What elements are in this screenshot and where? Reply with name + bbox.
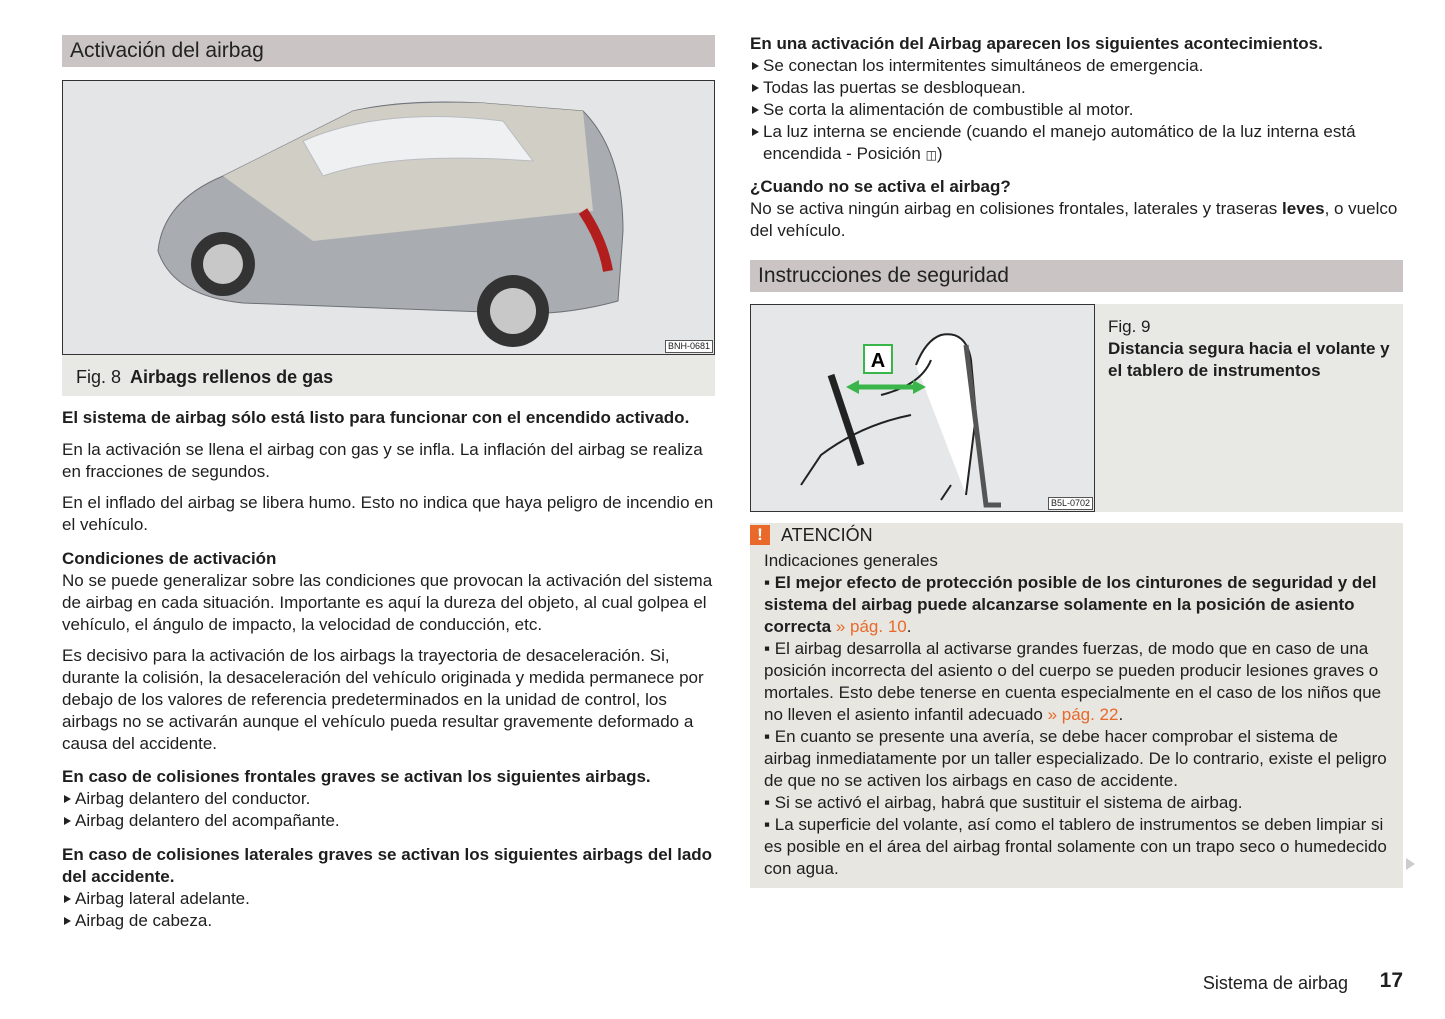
- subheading: ¿Cuando no se activa el airbag?: [750, 177, 1011, 196]
- page-link[interactable]: » pág. 22: [1047, 705, 1119, 724]
- figure-title: Airbags rellenos de gas: [130, 367, 334, 387]
- next-page-arrow-icon[interactable]: [1406, 858, 1415, 870]
- figure-code: BNH-0681: [665, 340, 713, 353]
- paragraph: En el inflado del airbag se libera humo. Esto no indica que haya peligro de incendio en el vehículo.: [62, 493, 714, 534]
- list-item: Airbag lateral adelante.: [62, 888, 715, 910]
- list-item: [750, 121, 1403, 166]
- bold-text: leves: [1282, 199, 1325, 218]
- frontal-airbags: [62, 766, 715, 832]
- warning-subtitle: Indicaciones generales: [764, 551, 938, 570]
- subheading: Condiciones de activación: [62, 549, 277, 568]
- figure-9-caption: [1095, 304, 1403, 512]
- text: , o vuelco del vehículo.: [750, 199, 1398, 240]
- list-item: Airbag de cabeza.: [62, 910, 715, 932]
- section-title-safety: Instrucciones de seguridad: [750, 260, 1403, 292]
- figure-label: Fig. 8: [76, 367, 122, 387]
- list-item: Todas las puertas se desbloquean.: [750, 77, 1403, 99]
- text: No se activa ningún airbag en colisiones frontales, laterales y traseras: [750, 199, 1283, 218]
- section-title-airbag-activation: Activación del airbag: [62, 35, 715, 67]
- figure-8-caption: [62, 355, 715, 396]
- list-item: Se corta la alimentación de combustible al motor.: [750, 99, 1403, 121]
- warning-item: ▪ La superficie del volante, así como el tablero de instrumentos se deben limpiar si es posible en el área del airbag frontal solamente con un trapo seco o humedecido con agua.: [764, 815, 1387, 878]
- figure-8: [62, 80, 715, 355]
- warning-box: [750, 523, 1403, 888]
- no-activation: [750, 176, 1403, 242]
- warning-item: ▪ En cuanto se presente una avería, se debe hacer comprobar el sistema de airbag inmediatamente por un taller especializado. De lo contrario, existe el peligro de que no se activen los airbags en caso de accidente.: [764, 727, 1387, 790]
- paragraph: [750, 198, 1403, 242]
- figure-code: B5L-0702: [1048, 497, 1093, 510]
- paragraph: No se puede generalizar sobre las condiciones que provocan la activación del sistema de airbag en cada situación. Importante es aquí la dureza del objeto, al cual golpea el vehículo, el ángulo de impacto, la velocidad de conducción, etc.: [62, 571, 713, 634]
- paragraph: En la activación se llena el airbag con gas y se infla. La inflación del airbag se realiza en fracciones de segundos.: [62, 440, 703, 481]
- warning-item: ▪ Si se activó el airbag, habrá que sustituir el sistema de airbag.: [764, 793, 1243, 812]
- driver-distance-illustration: [751, 305, 1094, 511]
- figure-title: Distancia segura hacia el volante y el tablero de instrumentos: [1108, 339, 1390, 380]
- warning-icon: !: [750, 525, 770, 545]
- text: ▪ El mejor efecto de protección posible de los cinturones de seguridad y del sistema del airbag puede alcanzarse solamente en la posición de asiento correcta: [764, 573, 1377, 636]
- warning-item: [764, 572, 1389, 638]
- warning-item: [764, 638, 1389, 726]
- list-item: Se conectan los intermitentes simultáneos de emergencia.: [750, 55, 1403, 77]
- activation-events: [750, 33, 1403, 166]
- list-item: Airbag delantero del acompañante.: [62, 810, 715, 832]
- footer-section: Sistema de airbag: [1202, 973, 1348, 993]
- lateral-airbags: [62, 844, 715, 932]
- figure-label: Fig. 9: [1108, 317, 1151, 336]
- marker-a: A: [870, 350, 886, 372]
- text: .: [1118, 705, 1124, 724]
- warning-title: ATENCIÓN: [781, 525, 873, 545]
- lead-text: El sistema de airbag sólo está listo para funcionar con el encendido activado.: [62, 408, 690, 427]
- text: .: [906, 617, 912, 636]
- warning-content: [764, 550, 1389, 880]
- paragraph: Es decisivo para la activación de los airbags la trayectoria de desaceleración. Si, durante la colisión, la desaceleración del vehículo originada y medida permanece por debajo de los valores de referencia predeterminados en la unidad de control, los airbags no se activarán aunque el vehículo pueda resultar gravemente deformado a causa del accidente.: [62, 646, 704, 753]
- figure-9: [750, 304, 1095, 512]
- list-item: Airbag delantero del conductor.: [62, 788, 715, 810]
- page-link[interactable]: » pág. 10: [835, 617, 907, 636]
- text: ▪ El airbag desarrolla al activarse grandes fuerzas, de modo que en caso de una posición incorrecta del asiento o del cuerpo se pueden producir lesiones graves o mortales. Esto debe tenerse en cuenta especialmente en el caso de los niños que no lleven el asiento infantil adecuado: [764, 639, 1382, 724]
- list-item-suffix: ): [936, 144, 943, 163]
- interior-light-icon: ◫: [925, 148, 937, 162]
- list-item-text: La luz interna se enciende (cuando el manejo automático de la luz interna está encendida - Posición: [763, 122, 1356, 163]
- car-airbags-illustration: [63, 81, 714, 354]
- subheading: En caso de colisiones laterales graves se activan los siguientes airbags del lado del accidente.: [62, 845, 713, 886]
- page-number: 17: [1379, 969, 1403, 992]
- subheading: En una activación del Airbag aparecen los siguientes acontecimientos.: [750, 34, 1323, 53]
- subheading: En caso de colisiones frontales graves se activan los siguientes airbags.: [62, 767, 651, 786]
